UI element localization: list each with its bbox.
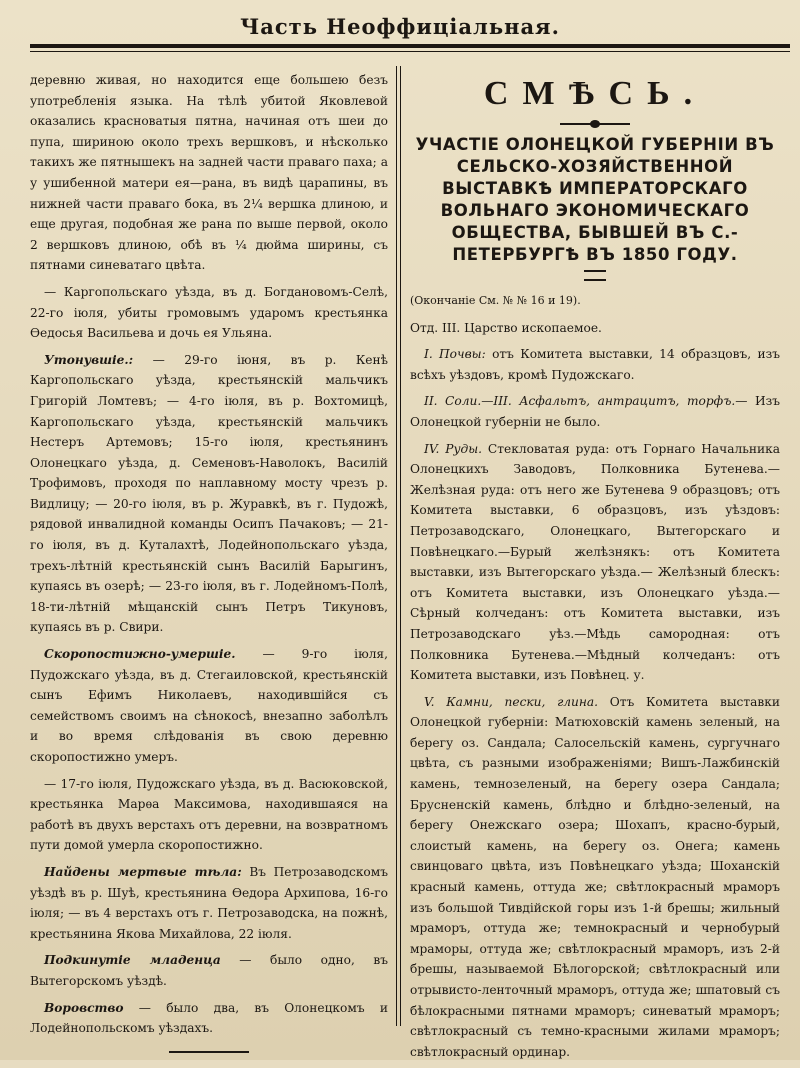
soils-heading: I. Почвы: [424,347,486,362]
bodies-found-text: Въ Петрозаводскомъ уѣздѣ въ р. Шуѣ, крестьянина Ѳедора Архипова, 16-го іюля; — въ 4 верстахъ отъ г. Петрозаводска, на пожнѣ, крестьянина Якова Михайлова, 22 іюля. [30,864,389,941]
header-rule-thick [30,44,790,48]
title-ornament [560,120,630,128]
drowned-heading: Утонувшіе.: [44,352,134,367]
page-header: Часть Неоффиціальная. [240,14,560,39]
theft-text: — было два, въ Олонецкомъ и Лодейнопольскомъ уѣздахъ. [30,1000,388,1036]
left-paragraph-5: — 17-го іюля, Пудожскаго уѣзда, въ д. Васюковской, крестьянка Марѳа Максимова, находившаяся на работѣ въ двухъ верстахъ отъ деревни, на возвратномъ пути домой умерла скоропостижно. [30,776,388,853]
theft-heading: Воровство [44,1000,124,1015]
left-paragraph-1: деревню живая, но находится еще большею безъ употребленія языка. На тѣлѣ убитой Яковлевой оказались красноватыя пятна, начиная отъ шеи до пупа, шириною около трехъ вершковъ, и нѣсколько такихъ же пятнышекъ на задней части праваго паха; а у ушибенной матери ея—рана, въ видѣ царапины, въ нижней части праваго бока, въ 2¼ вершка длиною, и еще другая, подобная же рана по выше первой, около 2 вершковъ длиною, обѣ въ ¼ дюйма ширины, съ пятнами синеватаго цвѣта. [30,73,388,273]
ores-paragraph [410,439,780,686]
foundling-heading: Подкинутіе младенца [44,953,221,968]
drowned-paragraph [30,350,388,638]
continuation-note: (Окончаніе См. № № 16 и 19). [410,294,581,307]
salts-text: — Изъ Олонецкой губерніи не было. [410,394,780,429]
ores-heading: IV. Руды. [424,441,483,456]
column-divider [396,66,401,1026]
foundling-paragraph [30,950,388,991]
theft-paragraph [30,998,388,1039]
stones-heading: V. Камни, пески, глина. [424,694,599,709]
soils-text: отъ Комитета выставки, 14 образцовъ, изъ всѣхъ уѣздовъ, кромѣ Пудожскаго. [410,347,780,382]
salts-heading: II. Соли.—III. Асфальтъ, антрацитъ, торфъ. [424,394,736,409]
ores-text: Стекловатая руда: отъ Горнаго Начальника Олонецкихъ Заводовъ, Полковника Бутенева.— Желѣзная руда: отъ него же Бутенева 9 образцовъ; отъ Комитета выставки, 6 образцовъ, изъ уѣздовъ: Петрозаводскаго, Олонецкаго, Вытегорскаго и Повѣнецкаго.—Бурый желѣзнякъ: отъ Комитета выставки, изъ Вытегорскаго уѣзда.— Желѣзный блескъ: отъ Комитета выставки, изъ Олонецкаго уѣзда.— Сѣрный колчеданъ: отъ Комитета выставки, изъ Петрозаводскаго уѣз.—Мѣдь самородная: отъ Полковника Бутенева.—Мѣдный колчеданъ: отъ Комитета выставки, изъ Повѣнец. у. [410,441,780,683]
stones-paragraph [410,692,780,1063]
bodies-found-heading: Найдены мертвые тѣла: [44,864,242,879]
right-column [410,70,780,1068]
stones-text: Отъ Комитета выставки Олонецкой губерніи: Матюховскій камень зеленый, на берегу оз. Сандала; Салосельскій камень, сургучнаго цвѣта, съ разными изображеніями; Вишъ-Лажбинскій камень, темнозеленый, на берегу озера Сандала; Брусненскій камень, блѣдно и блѣдно-зеленый, на берегу Онежскаго озера; Шохапъ, красно-бурый, слоистый камень, на берегу оз. Онега; камень свинцоваго цвѣта, изъ Повѣнецкаго уѣзда; Шоханскій красный камень, оттуда же; свѣтлокрасный мраморъ изъ большой Тивдійской горы изъ 1-й брешы; жильный мраморъ, оттуда же; темнокрасный и чернобурый мраморы, оттуда же; свѣтлокрасный мраморъ, изъ 2-й брешы, называемой Бѣлогорской; свѣтлокрасный или отрывисто-ленточный мраморъ, оттуда же; шпатовый съ бѣлокрасными пятнами мраморъ; синеватый мраморъ; свѣтлокрасный съ темно-красными жилами мраморъ; свѣтлокрасный ординар. [410,694,780,1059]
section-title: СМѢСЬ. [483,75,707,112]
soils-paragraph [410,344,780,385]
sudden-death-paragraph [30,644,388,768]
header-rule-thin [30,51,790,52]
sudden-death-text: — 9-го іюля, Пудожскаго уѣзда, въ д. Стегаиловской, крестьянскій сынъ Ефимъ Николаевъ, находившійся съ семействомъ своимъ на сѣнокосѣ, внезапно заболѣлъ и во время слѣдованія въ свою деревню скоропостижно умеръ. [30,647,388,764]
double-rule [584,270,606,281]
end-ornament [169,1049,249,1055]
left-column [30,70,388,1055]
bodies-found-paragraph [30,862,388,944]
article-title: УЧАСТІЕ ОЛОНЕЦКОЙ ГУБЕРНІИ ВЪ СЕЛЬСКО-ХОЗЯЙСТВЕННОЙ ВЫСТАВКѢ ИМПЕРАТОРСКАГО ВОЛЬНАГО ЭКОНОМИЧЕСКАГО ОБЩЕСТВА, БЫВШЕЙ ВЪ С.-ПЕТЕРБУРГѢ ВЪ 1850 ГОДУ. [415,135,775,264]
salts-paragraph [410,391,780,432]
sudden-death-heading: Скоропостижно-умершіе. [44,647,236,662]
foundling-text: — было одно, въ Вытегорскомъ уѣздѣ. [30,953,388,988]
drowned-text: — 29-го іюня, въ р. Кенѣ Каргопольскаго уѣзда, крестьянскій мальчикъ Григорій Ломтевъ; — 4-го іюля, въ р. Вохтомицѣ, Каргопольскаго уѣзда, крестьянскій мальчикъ Нестеръ Артемовъ; 15-го іюля, крестьянинъ Олонецкаго уѣзда, д. Семеновъ-Наволокъ, Василій Трофимовъ, проходя по наплавному мосту чрезъ р. Видлицу; — 20-го іюля, въ р. Журавкѣ, въ г. Пудожѣ, рядовой инвалидной команды Осипъ Пачаковъ; — 21-го іюля, въ д. Куталахтѣ, Лодейнопольскаго уѣзда, трехъ-лѣтній крестьянскій сынъ Василій Барыгинъ, купаясь въ озерѣ; — 23-го іюля, въ г. Лодейномъ-Полѣ, 18-ти-лѣтній мѣщанскій сынъ Петръ Тикуновъ, купаясь въ р. Свири. [30,352,388,635]
left-paragraph-2: — Каргопольскаго уѣзда, въ д. Богдановомъ-Селѣ, 22-го іюля, убиты громовымъ ударомъ крестьянка Ѳедосья Васильева и дочь ея Ульяна. [30,284,388,341]
department-heading: Отд. III. Царство ископаемое. [410,320,602,335]
